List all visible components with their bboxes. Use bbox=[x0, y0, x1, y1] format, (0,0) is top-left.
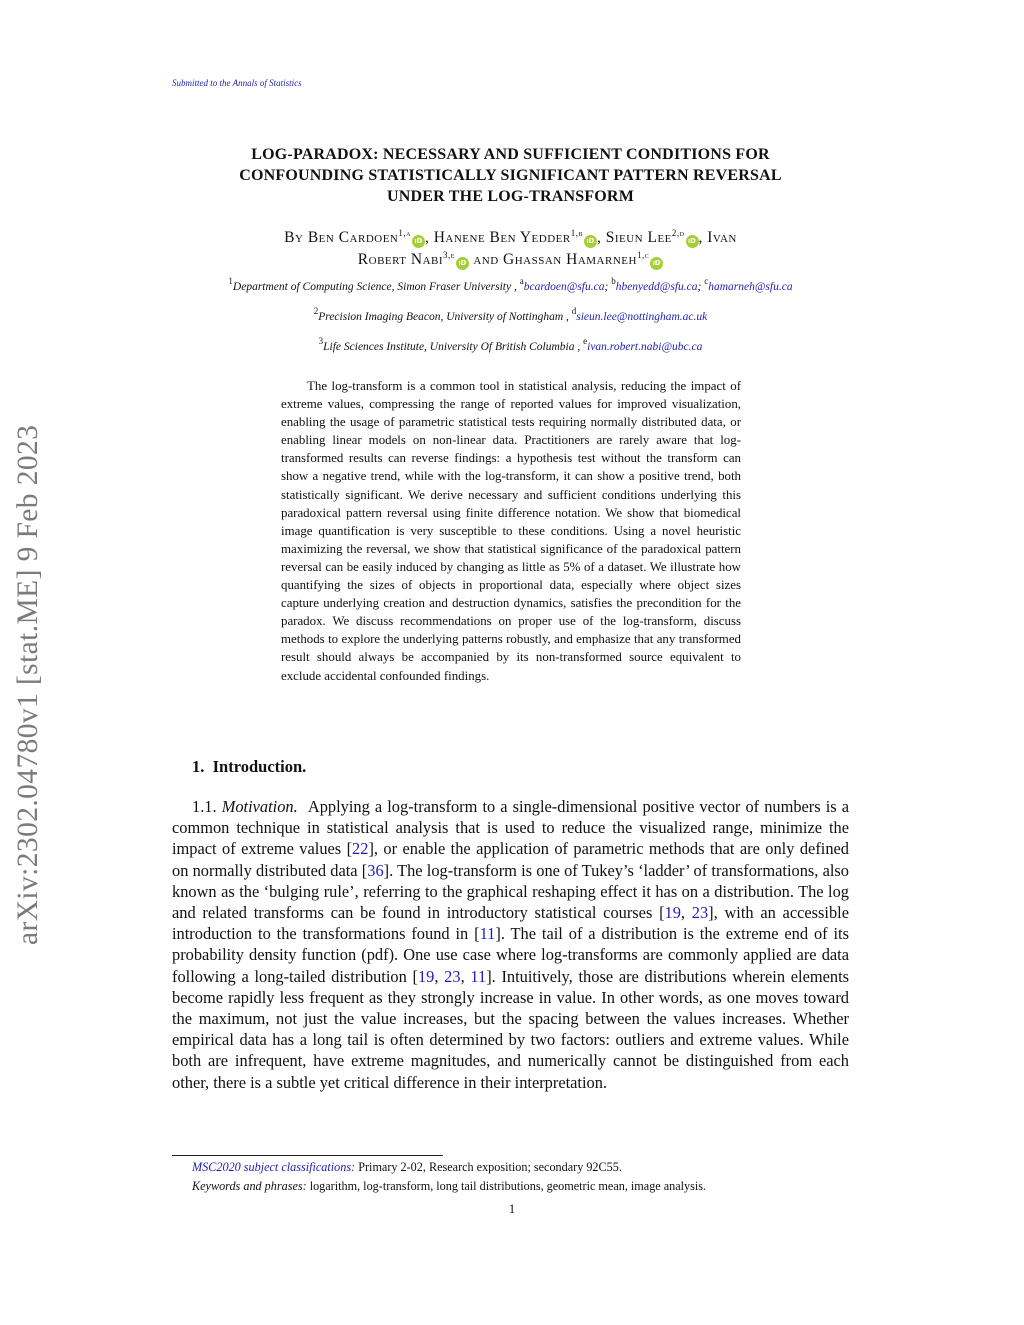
abstract bbox=[281, 377, 741, 685]
affiliation-text: Department of Computing Science, Simon Fraser University , bbox=[232, 281, 517, 293]
author-affiliation-mark[interactable]: 1,c bbox=[636, 250, 650, 260]
orcid-icon[interactable]: iD bbox=[412, 235, 425, 248]
separator: ; bbox=[697, 281, 702, 293]
orcid-icon[interactable]: iD bbox=[456, 257, 469, 270]
email-link[interactable]: hamarneh@sfu.ca bbox=[708, 281, 793, 293]
author-name: Sieun Lee bbox=[605, 229, 672, 246]
separator: ; bbox=[604, 281, 609, 293]
author-affiliation-mark[interactable]: 3,e bbox=[443, 250, 455, 260]
separator: , bbox=[680, 903, 692, 923]
keywords-label: Keywords and phrases: bbox=[192, 1179, 307, 1193]
msc-link[interactable]: MSC2020 subject classifications: bbox=[192, 1160, 356, 1174]
citation-link[interactable]: 19 bbox=[417, 966, 435, 986]
citation-link[interactable]: 23 bbox=[444, 966, 461, 986]
orcid-icon[interactable]: iD bbox=[686, 235, 699, 248]
affiliation-1 bbox=[172, 276, 849, 293]
email-mark: a bbox=[519, 276, 524, 286]
orcid-icon[interactable]: iD bbox=[650, 257, 663, 270]
section-heading bbox=[192, 757, 306, 777]
author-name-part: Robert Nabi bbox=[357, 251, 444, 268]
affiliation-3 bbox=[172, 336, 849, 353]
paper-title bbox=[172, 144, 849, 207]
separator: , bbox=[434, 966, 445, 986]
author-name-part: Ivan bbox=[707, 229, 737, 246]
citation-link[interactable]: 11 bbox=[479, 924, 496, 944]
citation-link[interactable]: 19 bbox=[664, 903, 681, 923]
separator: , bbox=[460, 966, 471, 986]
author-list bbox=[172, 227, 849, 271]
email-mark: e bbox=[583, 336, 588, 346]
separator: , bbox=[424, 229, 430, 246]
email-mark: d bbox=[571, 306, 577, 316]
arxiv-stamp: arXiv:2302.04780v1 [stat.ME] 9 Feb 2023 bbox=[12, 424, 44, 945]
author-affiliation-mark[interactable]: 1,b bbox=[570, 228, 583, 238]
author-line-1 bbox=[172, 227, 849, 249]
text-run: ]. The tail of a distribution is the extreme end of its probability density function (pdf). One use case where log-transforms are commonly applied are data following a long-tailed distribution [ bbox=[172, 924, 849, 986]
email-mark: c bbox=[704, 276, 709, 286]
subsection-number: 1.1. bbox=[192, 797, 217, 816]
section-number: 1. bbox=[192, 757, 205, 776]
author-affiliation-mark[interactable]: 2,d bbox=[671, 228, 685, 238]
affiliation-number: 1 bbox=[228, 276, 233, 286]
keywords-text: logarithm, log-transform, long tail distributions, geometric mean, image analysis. bbox=[306, 1179, 707, 1193]
citation-link[interactable]: 23 bbox=[691, 903, 709, 923]
journal-header[interactable]: Submitted to the Annals of Statistics bbox=[172, 78, 302, 88]
citation-link[interactable]: 11 bbox=[470, 966, 487, 986]
msc-text: Primary 2-02, Research exposition; secondary 92C55. bbox=[355, 1160, 622, 1174]
by-label: By bbox=[284, 229, 304, 246]
author-name: Ben Cardoen bbox=[307, 229, 399, 246]
email-link[interactable]: ivan.robert.nabi@ubc.ca bbox=[587, 341, 703, 353]
and-label: and bbox=[473, 251, 499, 268]
footnote-keywords bbox=[192, 1179, 852, 1194]
title-line: UNDER THE LOG-TRANSFORM bbox=[387, 188, 634, 205]
email-link[interactable]: hbenyedd@sfu.ca bbox=[615, 281, 698, 293]
author-affiliation-mark[interactable]: 1,a bbox=[398, 228, 411, 238]
title-line: LOG-PARADOX: NECESSARY AND SUFFICIENT CONDITIONS FOR bbox=[251, 146, 770, 163]
author-line-2 bbox=[172, 249, 849, 271]
citation-link[interactable]: 36 bbox=[367, 860, 384, 880]
text-run: ], with an accessible introduction to the transformations found in [ bbox=[172, 903, 849, 944]
author-name: Ghassan Hamarneh bbox=[503, 251, 637, 268]
footnote-rule bbox=[172, 1155, 443, 1156]
footnote-msc bbox=[192, 1160, 852, 1175]
text-run: ]. The log-transform is one of Tukey’s ‘ladder’ of transformations, also known as the ‘bulging rule’, referring to the graphical reshaping effect it has on a distribution. The log and related transforms can be found in introductory statistical courses [ bbox=[172, 860, 849, 923]
email-link[interactable]: sieun.lee@nottingham.ac.uk bbox=[576, 311, 708, 323]
email-mark: b bbox=[611, 276, 616, 286]
affiliation-number: 3 bbox=[318, 336, 324, 346]
page-number: 1 bbox=[508, 1201, 516, 1216]
affiliation-text: Life Sciences Institute, University Of British Columbia , bbox=[323, 341, 581, 353]
orcid-icon[interactable]: iD bbox=[584, 235, 597, 248]
author-name: Hanene Ben Yedder bbox=[433, 229, 571, 246]
abstract-text: The log-transform is a common tool in statistical analysis, reducing the impact of extreme values, compressing the range of reported values for improved visualization, enabling the usage of parametric statistical tests requiring normally distributed data, or enabling linear models on non-linear data. Practitioners are rarely aware that log-transformed results can reverse findings: a hypothesis test without the transform can show a negative trend, while with the log-transform, it can show a positive trend, both statistically significant. We derive necessary and sufficient conditions underlying this paradoxical pattern reversal using finite difference notation. We show that biomedical image quantification is very susceptible to these conditions. Using a novel heuristic maximizing the reversal, we show that statistical significance of the paradoxical pattern reversal can be easily induced by changing as little as 5% of a dataset. We illustrate how quantifying the sizes of objects in proportional data, especially where object sizes capture underlying creation and destruction dynamics, satisfies the precondition for the paradox. We discuss recommendations on proper use of the log-transform, discuss methods to explore the underlying patterns robustly, and emphasize that any transformed result should always be accompanied by its non-transformed source equivalent to exclude accidental confounded findings. bbox=[281, 379, 741, 683]
subsection-title: Motivation. bbox=[221, 797, 298, 816]
citation-link[interactable]: 22 bbox=[352, 839, 369, 859]
affiliation-2 bbox=[172, 306, 849, 323]
section-title: Introduction. bbox=[212, 757, 307, 776]
title-line: CONFOUNDING STATISTICALLY SIGNIFICANT PATTERN REVERSAL bbox=[239, 167, 782, 184]
separator: , bbox=[596, 229, 602, 246]
email-link[interactable]: bcardoen@sfu.ca bbox=[523, 281, 605, 293]
text-run: Applying a log-transform to a single-dimensional positive vector of numbers is a common technique in statistical analysis that is used to reduce the visualized range, minimize the impact of extreme values [ bbox=[172, 797, 850, 859]
text-run: ], or enable the application of parametric methods that are only defined on normally distributed data [ bbox=[172, 839, 849, 880]
affiliation-number: 2 bbox=[313, 306, 319, 316]
body-text bbox=[172, 796, 849, 1093]
paragraph bbox=[172, 796, 849, 1093]
text-run: ]. Intuitively, those are distributions wherein elements become rapidly less frequent as they strongly increase in value. In other words, as one moves toward the maximum, not just the value increases, but the spacing between the values increases. Whether empirical data has a long tail is often determined by two factors: outliers and extreme values. While both are infrequent, have extreme magnitudes, and numerically cannot be distinguished from each other, there is a subtle yet critical difference in their interpretation. bbox=[172, 966, 850, 1092]
affiliation-text: Precision Imaging Beacon, University of Nottingham , bbox=[318, 311, 569, 323]
separator: , bbox=[698, 229, 703, 246]
